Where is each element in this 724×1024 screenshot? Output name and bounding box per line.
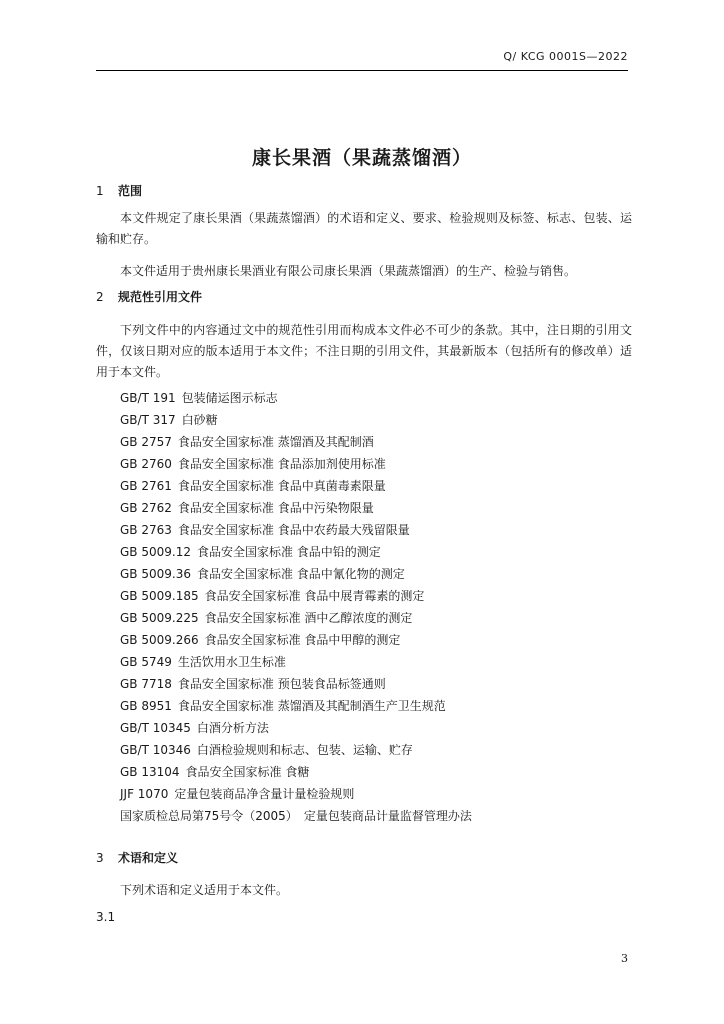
reference-code: GB 5009.36	[120, 567, 191, 581]
reference-item	[120, 563, 620, 585]
reference-item	[120, 673, 620, 695]
reference-item	[120, 629, 620, 651]
reference-name: 食品安全国家标准 蒸馏酒及其配制酒生产卫生规范	[177, 699, 446, 713]
section-title: 范围	[118, 184, 143, 198]
section-1-heading	[96, 182, 142, 199]
reference-name: 定量包装商品计量监督管理办法	[303, 809, 472, 823]
reference-name: 食品安全国家标准 食品中真菌毒素限量	[177, 479, 386, 493]
reference-name: 食品安全国家标准 食糖	[185, 765, 310, 779]
reference-item	[120, 431, 620, 453]
reference-name: 食品安全国家标准 食品中氰化物的测定	[196, 567, 405, 581]
reference-code: GB/T 10346	[120, 743, 191, 757]
reference-name: 食品安全国家标准 食品中铅的测定	[196, 545, 381, 559]
paragraph: 本文件规定了康长果酒（果蔬蒸馏酒）的术语和定义、要求、检验规则及标签、标志、包装、运输和贮存。	[96, 211, 632, 246]
section-title: 规范性引用文件	[118, 290, 203, 304]
reference-code: GB/T 191	[120, 391, 176, 405]
reference-code: GB 8951	[120, 699, 172, 713]
reference-name: 食品安全国家标准 食品中展青霉素的测定	[204, 589, 425, 603]
reference-code: 国家质检总局第75号令（2005）	[120, 809, 298, 823]
document-code: Q/ KCG 0001S—2022	[503, 50, 628, 63]
section-2-body	[96, 320, 632, 383]
normative-references-list	[120, 387, 620, 827]
reference-code: JJF 1070	[120, 787, 169, 801]
reference-name: 食品安全国家标准 食品添加剂使用标准	[177, 457, 386, 471]
reference-item	[120, 805, 620, 827]
reference-code: GB 5009.12	[120, 545, 191, 559]
reference-item	[120, 783, 620, 805]
reference-item	[120, 695, 620, 717]
reference-code: GB/T 10345	[120, 721, 191, 735]
reference-code: GB 2757	[120, 435, 172, 449]
section-2-heading	[96, 288, 202, 305]
section-title: 术语和定义	[118, 851, 179, 865]
page-number: 3	[621, 952, 628, 965]
reference-name: 食品安全国家标准 蒸馏酒及其配制酒	[177, 435, 374, 449]
reference-code: GB 2761	[120, 479, 172, 493]
section-3-heading	[96, 849, 178, 866]
reference-item	[120, 585, 620, 607]
paragraph: 下列术语和定义适用于本文件。	[120, 883, 289, 897]
paragraph: 本文件适用于贵州康长果酒业有限公司康长果酒（果蔬蒸馏酒）的生产、检验与销售。	[120, 264, 577, 278]
reference-code: GB 7718	[120, 677, 172, 691]
reference-item	[120, 519, 620, 541]
reference-item	[120, 761, 620, 783]
section-number: 3	[96, 851, 104, 865]
reference-name: 白酒分析方法	[196, 721, 269, 735]
section-number: 2	[96, 290, 104, 304]
reference-name: 白酒检验规则和标志、包装、运输、贮存	[196, 743, 413, 757]
reference-code: GB 2760	[120, 457, 172, 471]
reference-item	[120, 409, 620, 431]
reference-code: GB 2762	[120, 501, 172, 515]
reference-code: GB/T 317	[120, 413, 176, 427]
reference-code: GB 5009.185	[120, 589, 199, 603]
reference-name: 定量包装商品净含量计量检验规则	[174, 787, 355, 801]
reference-name: 白砂糖	[181, 413, 218, 427]
reference-item	[120, 607, 620, 629]
reference-code: GB 5009.266	[120, 633, 199, 647]
header-rule	[96, 70, 628, 71]
reference-name: 食品安全国家标准 酒中乙醇浓度的测定	[204, 611, 413, 625]
reference-item	[120, 497, 620, 519]
reference-code: GB 5749	[120, 655, 172, 669]
reference-name: 包装储运图示标志	[181, 391, 278, 405]
reference-item	[120, 453, 620, 475]
section-1-body	[96, 208, 632, 282]
subsection-number: 3.1	[96, 910, 116, 924]
reference-item	[120, 717, 620, 739]
reference-item	[120, 541, 620, 563]
reference-name: 食品安全国家标准 食品中污染物限量	[177, 501, 374, 515]
reference-item	[120, 387, 620, 409]
section-number: 1	[96, 184, 104, 198]
section-3-body	[96, 880, 632, 901]
document-title: 康长果酒（果蔬蒸馏酒）	[251, 147, 472, 169]
paragraph: 下列文件中的内容通过文中的规范性引用而构成本文件必不可少的条款。其中，注日期的引用文件，仅该日期对应的版本适用于本文件；不注日期的引用文件，其最新版本（包括所有的修改单）适用于本文件。	[96, 323, 632, 379]
reference-code: GB 5009.225	[120, 611, 199, 625]
reference-item	[120, 651, 620, 673]
reference-code: GB 2763	[120, 523, 172, 537]
reference-name: 食品安全国家标准 预包装食品标签通则	[177, 677, 386, 691]
reference-name: 食品安全国家标准 食品中甲醇的测定	[204, 633, 401, 647]
reference-code: GB 13104	[120, 765, 180, 779]
reference-name: 生活饮用水卫生标准	[177, 655, 286, 669]
reference-item	[120, 475, 620, 497]
reference-name: 食品安全国家标准 食品中农药最大残留限量	[177, 523, 410, 537]
reference-item	[120, 739, 620, 761]
